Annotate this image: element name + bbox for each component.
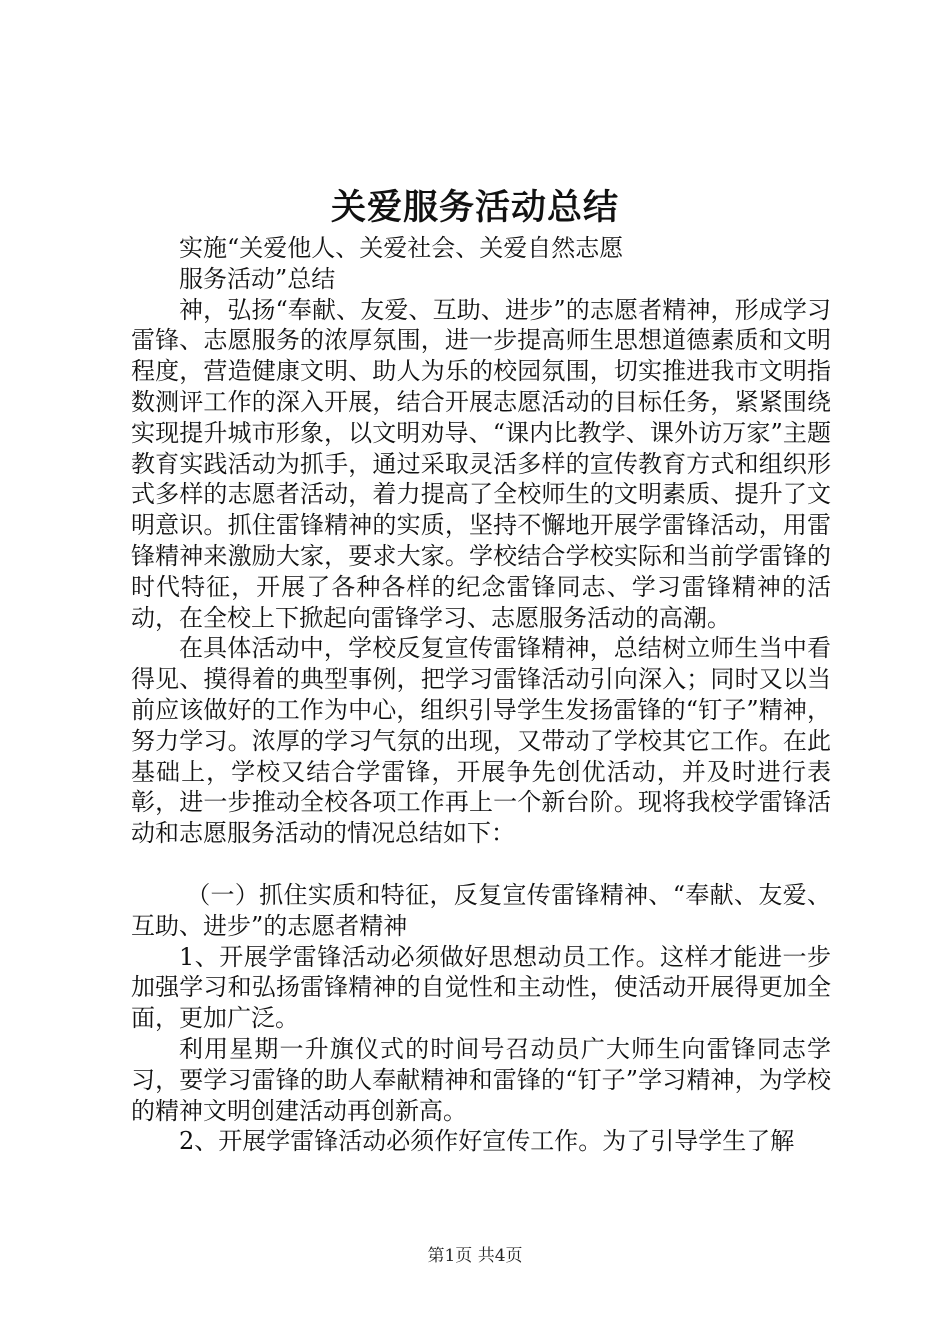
document-title: 关爱服务活动总结 xyxy=(330,187,619,228)
paragraph: 神，弘扬“奉献、友爱、互助、进步”的志愿者精神，形成学习雷锋、志愿服务的浓厚氛围，进一步提高师生思想道德素质和文明程度，营造健康文明、助人为乐的校园氛围，切实推进我市文明指数测评工作的深入开展，结合开展志愿活动的目标任务，紧紧围绕实现提升城市形象，以文明劝导、“课内比教学、课外访万家”主题教育实践活动为抓手，通过采取灵活多样的宣传教育方式和组织形式多样的志愿者活动，着力提高了全校师生的文明素质、提升了文明意识。抓住雷锋精神的实质，坚持不懈地开展学雷锋活动，用雷锋精神来激励大家，要求大家。学校结合学校实际和当前学雷锋的时代特征，开展了各种各样的纪念雷锋同志、学习雷锋精神的活动，在全校上下掀起向雷锋学习、志愿服务活动的高潮。 xyxy=(131,295,831,632)
page-footer: 第1页 共4页 xyxy=(427,1246,523,1266)
document-body xyxy=(131,233,831,1157)
lead-line: 实施“关爱他人、关爱社会、关爱自然志愿 xyxy=(179,234,624,262)
paragraph: 2、开展学雷锋活动必须作好宣传工作。为了引导学生了解 xyxy=(179,1127,795,1156)
section-heading: （一）抓住实质和特征，反复宣传雷锋精神、“奉献、友爱、互助、进步”的志愿者精神 xyxy=(131,880,831,940)
lead-line: 服务活动”总结 xyxy=(179,264,336,293)
paragraph-gap xyxy=(131,849,831,880)
paragraph: 在具体活动中，学校反复宣传雷锋精神，总结树立师生当中看得见、摸得着的典型事例，把学习雷锋活动引向深入；同时又以当前应该做好的工作为中心，组织引导学生发扬雷锋的“钉子”精神，努力学习。浓厚的学习气氛的出现，又带动了学校其它工作。在此基础上，学校又结合学雷锋，开展争先创优活动，并及时进行表彰，进一步推动全校各项工作再上一个新台阶。现将我校学雷锋活动和志愿服务活动的情况总结如下： xyxy=(131,634,831,848)
paragraph: 1、开展学雷锋活动必须做好思想动员工作。这样才能进一步加强学习和弘扬雷锋精神的自觉性和主动性，使活动开展得更加全面，更加广泛。 xyxy=(131,942,831,1033)
paragraph: 利用星期一升旗仪式的时间号召动员广大师生向雷锋同志学习，要学习雷锋的助人奉献精神和雷锋的“钉子”学习精神，为学校的精神文明创建活动再创新高。 xyxy=(131,1034,831,1125)
